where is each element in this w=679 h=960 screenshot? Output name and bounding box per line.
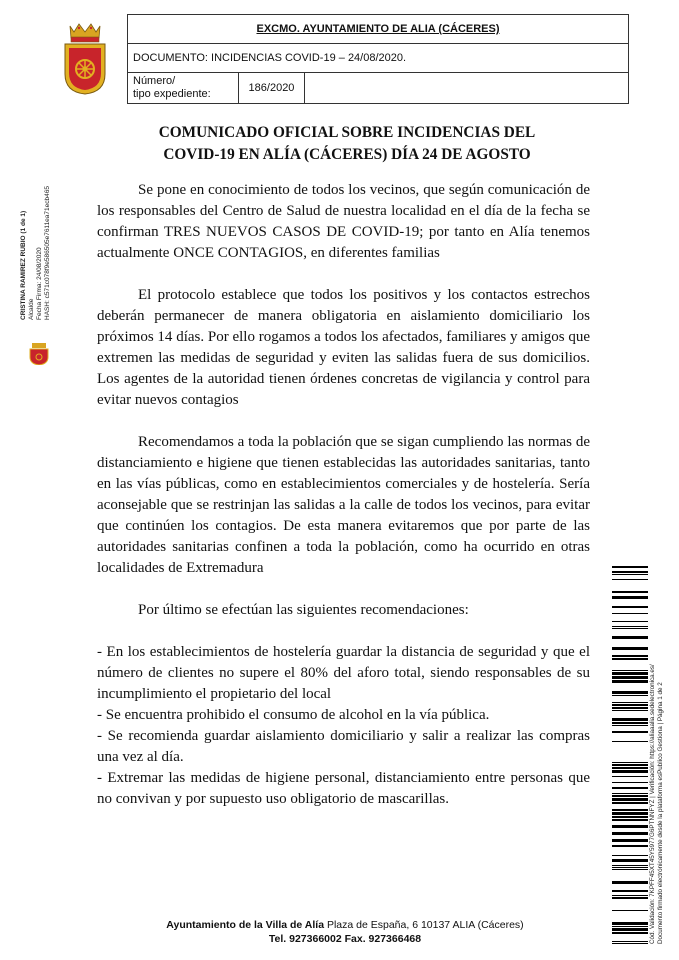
barcode-stripe (612, 890, 648, 892)
barcode-stripe (612, 825, 648, 828)
barcode-stripe (612, 596, 648, 599)
number-label (128, 73, 239, 104)
barcode-stripe (612, 672, 648, 675)
barcode-stripe (612, 782, 648, 783)
barcode-stripe (612, 776, 648, 777)
barcode-stripe (612, 922, 648, 925)
barcode-stripe (612, 691, 648, 694)
barcode-stripe (612, 762, 648, 763)
barcode-stripe (612, 613, 648, 614)
footer-phones: Tel. 927366002 Fax. 927366468 (268, 933, 422, 945)
number-label-line2: tipo expediente: (133, 88, 211, 100)
barcode-stripe (612, 795, 648, 797)
barcode-stripe (612, 647, 648, 650)
barcode-stripe (612, 574, 648, 575)
number-label-line1: Número/ (133, 75, 176, 87)
barcode-stripe (612, 897, 648, 899)
barcode-stripe (612, 798, 648, 801)
barcode-stripe (612, 591, 648, 593)
signer-name: CRISTINA RAMIREZ RUBIO (1 de 1) (20, 210, 27, 320)
footer-org: Ayuntamiento de la Villa de Alía (166, 919, 325, 931)
footer-address: Plaza de España, 6 10137 ALIA (Cáceres) (324, 919, 524, 931)
title-line-1: COMUNICADO OFICIAL SOBRE INCIDENCIAS DEL (158, 124, 536, 141)
sign-hash: HASH: c571c078f9e586505e7611ea71ecb465 (44, 186, 51, 320)
paragraph-3: Recomendamos a toda la población que se sigan cumpliendo las normas de distanciamiento e higiene que tienen establecidas las autoridades sanitarias, tanto en las vías públicas, como en establecimientos comerciales y de hostelería. Sería aconsejable que se restrinjan las salidas a la calle de todos los vecinos, para evitar que continúen los contagios. De esta manera evitaremos que por parte de las autoridades sanitarias confinen a toda la población, como ha ocurrido en otras localidades de Extremadura (97, 434, 590, 576)
empty-cell (305, 73, 629, 104)
barcode-stripe (612, 932, 648, 934)
barcode-stripe (612, 867, 648, 868)
barcode-stripe (612, 812, 648, 815)
validation-barcode (612, 566, 648, 944)
barcode-stripe (612, 680, 648, 683)
barcode-stripe (612, 704, 648, 706)
document-title (127, 122, 567, 166)
validation-line-1: Cód. Validación: 7KPFF45XT45Y5977G6PTNNFYZ | Verificación: https://aliaaalia.sedelectronica.es/ (649, 664, 656, 944)
recommendation-item: - Se recomienda guardar aislamiento domiciliario y salir a realizar las compras una vez al día. (97, 728, 590, 765)
header-table (127, 14, 629, 104)
recommendation-item: - Se encuentra prohibido el consumo de alcohol en la vía pública. (97, 707, 490, 723)
barcode-stripe (612, 579, 648, 580)
barcode-stripe (612, 839, 648, 842)
barcode-stripe (612, 941, 648, 942)
barcode-stripe (612, 606, 648, 608)
barcode-stripe (612, 926, 648, 927)
barcode-stripe (612, 566, 648, 568)
barcode-stripe (612, 809, 648, 811)
barcode-stripe (612, 621, 648, 622)
number-value: 186/2020 (239, 73, 305, 104)
barcode-stripe (612, 865, 648, 866)
barcode-stripe (612, 670, 648, 671)
barcode-stripe (612, 819, 648, 821)
document-body (97, 180, 590, 810)
barcode-stripe (612, 770, 648, 773)
document-name: DOCUMENTO: INCIDENCIAS COVID-19 – 24/08/2020. (128, 44, 629, 73)
barcode-stripe (612, 731, 648, 733)
sign-date: Fecha Firma: 24/08/2020 (36, 247, 43, 320)
title-line-2: COVID-19 EN ALÍA (CÁCERES) DÍA 24 DE AGOSTO (163, 146, 531, 163)
barcode-stripe (612, 832, 648, 835)
barcode-stripe (612, 855, 648, 856)
barcode-stripe (612, 695, 648, 696)
barcode-stripe (612, 718, 648, 721)
barcode-stripe (612, 710, 648, 711)
barcode-stripe (612, 722, 648, 724)
validation-text (649, 614, 664, 944)
barcode-stripe (612, 910, 648, 911)
barcode-stripe (612, 767, 648, 769)
org-name: EXCMO. AYUNTAMIENTO DE ALIA (CÁCERES) (128, 15, 629, 44)
barcode-stripe (612, 725, 648, 726)
barcode-stripe (612, 787, 648, 789)
signature-text (20, 130, 52, 320)
barcode-stripe (612, 636, 648, 639)
barcode-stripe (612, 702, 648, 703)
paragraph-1: Se pone en conocimiento de todos los vecinos, que según comunicación de los responsables del Centro de Salud de nuestra localidad en el día de la fecha se confirman TRES NUEVOS CASOS DE COVID-19; por tanto en Alía tenemos actualmente ONCE CONTAGIOS, en diferentes familias (97, 182, 590, 261)
footer-address-line (100, 918, 590, 932)
barcode-stripe (612, 928, 648, 931)
validation-line-2: Documento firmado electrónicamente desde la plataforma esPublico Gestiona | Página 1 de 2 (656, 682, 664, 944)
barcode-stripe (612, 816, 648, 818)
barcode-stripe (612, 764, 648, 766)
barcode-stripe (612, 628, 648, 629)
barcode-stripe (612, 943, 648, 944)
barcode-stripe (612, 793, 648, 794)
barcode-stripe (612, 707, 648, 709)
barcode-stripe (612, 626, 648, 627)
small-crest-icon (29, 343, 49, 365)
barcode-stripe (612, 802, 648, 804)
barcode-stripe (612, 845, 648, 847)
signer-role: Alcalde (28, 298, 35, 320)
barcode-stripe (612, 741, 648, 742)
recommendation-item: - En los establecimientos de hostelería guardar la distancia de seguridad y que el número de clientes no supere el 80% del aforo total, siendo responsables de su incumplimiento el propietario del local (97, 644, 590, 702)
municipal-crest-icon (62, 22, 108, 96)
barcode-stripe (612, 895, 648, 896)
barcode-stripe (612, 571, 648, 573)
barcode-stripe (612, 658, 648, 660)
recommendation-item: - Extremar las medidas de higiene personal, distanciamiento entre personas que no convivan y por supuesto uso obligatorio de mascarillas. (97, 770, 590, 807)
paragraph-4: Por último se efectúan las siguientes recomendaciones: (138, 602, 469, 618)
barcode-stripe (612, 676, 648, 679)
barcode-stripe (612, 881, 648, 884)
paragraph-2: El protocolo establece que todos los positivos y los contactos estrechos deberán permanecer de manera obligatoria en aislamiento domiciliario los próximos 14 días. Por ello rogamos a todos los afectados, familiares y amigos que extremen las medidas de seguridad y eviten las salidas fuera de sus domicilios. Los agentes de la autoridad tienen órdenes concretas de vigilancia y control para evitar nuevos contagios (97, 287, 590, 408)
page-footer (100, 918, 590, 946)
barcode-stripe (612, 655, 648, 657)
barcode-stripe (612, 859, 648, 862)
barcode-stripe (612, 869, 648, 870)
